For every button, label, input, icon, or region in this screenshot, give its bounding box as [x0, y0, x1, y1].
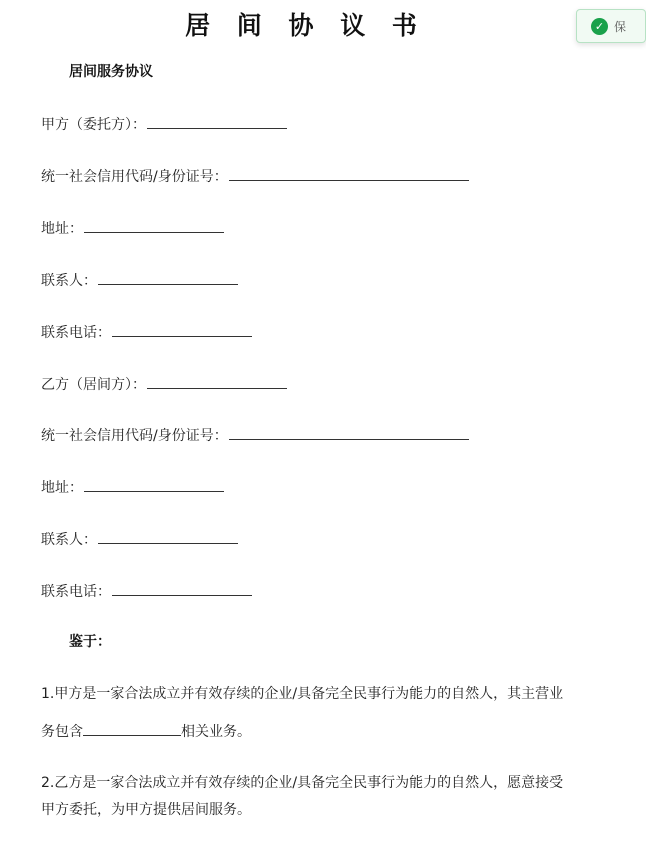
party-b-contact-blank[interactable] — [98, 529, 238, 544]
whereas-heading: 鉴于： — [69, 634, 111, 650]
party-b-phone-line — [41, 581, 252, 602]
party-a-code-line — [41, 166, 469, 187]
party-a-phone-line — [41, 322, 252, 343]
party-b-contact-line — [41, 529, 238, 550]
check-circle-icon: ✓ — [591, 18, 608, 35]
party-b-name-line — [41, 374, 287, 395]
party-a-phone-blank[interactable] — [112, 322, 252, 337]
clause-1-line-1: 1.甲方是一家合法成立并有效存续的企业/具备完全民事行为能力的自然人，其主营业 — [41, 686, 564, 702]
party-b-code-line — [41, 425, 469, 446]
party-b-name-label: 乙方（居间方）： — [41, 377, 146, 393]
party-b-phone-label: 联系电话： — [41, 584, 111, 600]
party-a-contact-line — [41, 270, 238, 291]
party-a-code-blank[interactable] — [229, 166, 469, 181]
party-b-address-label: 地址： — [41, 480, 83, 496]
party-a-phone-label: 联系电话： — [41, 325, 111, 341]
party-b-phone-blank[interactable] — [112, 581, 252, 596]
party-b-address-blank[interactable] — [84, 477, 224, 492]
party-a-address-blank[interactable] — [84, 218, 224, 233]
party-b-contact-label: 联系人： — [41, 532, 97, 548]
clause-2-line-2: 甲方委托，为甲方提供居间服务。 — [41, 802, 251, 818]
agreement-heading: 居间服务协议 — [69, 64, 153, 80]
party-a-contact-label: 联系人： — [41, 273, 97, 289]
document-title: 居 间 协 议 书 — [185, 11, 426, 40]
toast-text: 保 — [614, 19, 627, 34]
main-business-blank[interactable] — [83, 721, 181, 736]
party-b-name-blank[interactable] — [147, 374, 287, 389]
party-a-code-label: 统一社会信用代码/身份证号： — [41, 169, 228, 185]
party-a-name-blank[interactable] — [147, 114, 287, 129]
clause-1-suffix: 相关业务。 — [181, 724, 251, 740]
party-b-code-blank[interactable] — [229, 425, 469, 440]
save-toast — [576, 9, 646, 43]
party-a-name-label: 甲方（委托方）： — [41, 117, 146, 133]
party-b-address-line — [41, 477, 224, 498]
party-b-code-label: 统一社会信用代码/身份证号： — [41, 428, 228, 444]
clause-1-prefix: 务包含 — [41, 724, 83, 740]
clause-1-line-2 — [41, 721, 251, 742]
party-a-contact-blank[interactable] — [98, 270, 238, 285]
party-a-address-label: 地址： — [41, 221, 83, 237]
party-a-address-line — [41, 218, 224, 239]
party-a-name-line — [41, 114, 287, 135]
clause-2-line-1: 2.乙方是一家合法成立并有效存续的企业/具备完全民事行为能力的自然人，愿意接受 — [41, 775, 564, 791]
